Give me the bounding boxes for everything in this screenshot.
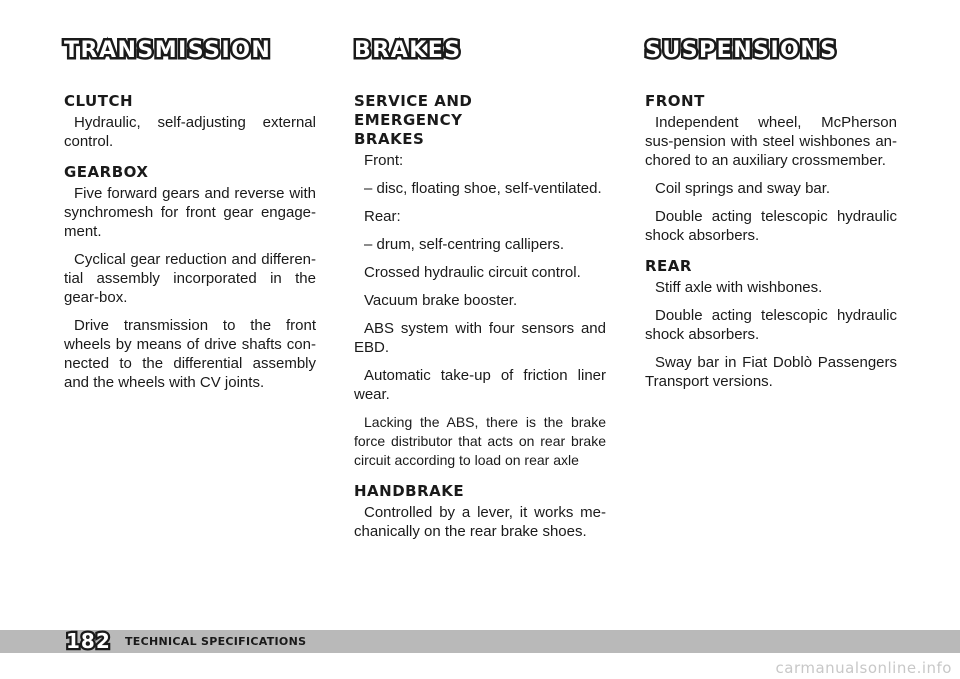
paragraph: Front:	[364, 152, 404, 169]
column-title-graphic	[645, 36, 897, 64]
footer-section-label: TECHNICAL SPECIFICATIONS	[125, 635, 307, 648]
column-title	[645, 36, 897, 64]
column-title-text: BRAKES	[354, 38, 462, 63]
page-number-graphic	[66, 629, 122, 653]
watermark: carmanualsonline.info	[775, 659, 952, 677]
paragraph: Drive transmission to the front wheels by means of drive shafts con-nected to the differential assembly and the wheels with CV joints.	[64, 317, 316, 391]
subsection-heading: SERVICE AND EMERGENCY BRAKES	[354, 92, 473, 148]
column-suspensions	[645, 36, 897, 400]
section-gearbox	[64, 163, 316, 392]
paragraph: Double acting telescopic hydraulic shock absorbers.	[645, 307, 897, 343]
section-clutch	[64, 92, 316, 151]
column-title-text: TRANSMISSION	[64, 38, 272, 63]
section-rear	[645, 257, 897, 391]
paragraph: – drum, self-centring callipers.	[364, 236, 565, 253]
section-handbrake	[354, 482, 606, 541]
paragraph: Cyclical gear reduction and differen-tial assembly incorporated in the gear-box.	[64, 251, 316, 306]
subsection-heading: CLUTCH	[64, 92, 134, 110]
page-number	[66, 629, 122, 653]
paragraph: Controlled by a lever, it works me-chanically on the rear brake shoes.	[354, 504, 606, 540]
paragraph: Five forward gears and reverse with synchromesh for front gear engage-ment.	[64, 185, 316, 240]
paragraph: Rear:	[364, 208, 401, 225]
paragraph: Independent wheel, McPherson sus-pension with steel wishbones an-chored to an auxiliary crossmember.	[645, 114, 897, 169]
paragraph: Sway bar in Fiat Doblò Passengers Transport versions.	[645, 354, 897, 390]
paragraph: Lacking the ABS, there is the brake force distributor that acts on rear brake circuit according to load on rear axle	[354, 414, 606, 468]
paragraph: Crossed hydraulic circuit control.	[364, 264, 581, 281]
paragraph: – disc, floating shoe, self-ventilated.	[364, 180, 602, 197]
paragraph: Hydraulic, self-adjusting external control.	[64, 114, 316, 150]
subsection-heading: FRONT	[645, 92, 705, 110]
page-number-text: 182	[66, 629, 111, 653]
column-transmission	[64, 36, 316, 401]
section-service-brakes	[354, 92, 606, 470]
paragraph: Coil springs and sway bar.	[655, 180, 831, 197]
paragraph: Vacuum brake booster.	[364, 292, 518, 309]
column-title-graphic	[354, 36, 606, 64]
paragraph: Automatic take-up of friction liner wear.	[354, 367, 606, 403]
column-title-text: SUSPENSIONS	[645, 38, 838, 63]
column-brakes	[354, 36, 606, 550]
paragraph: Stiff axle with wishbones.	[655, 279, 823, 296]
subsection-heading: GEARBOX	[64, 163, 149, 181]
column-title	[354, 36, 606, 64]
column-title	[64, 36, 316, 64]
column-title-graphic	[64, 36, 316, 64]
section-front	[645, 92, 897, 245]
paragraph: ABS system with four sensors and EBD.	[354, 320, 606, 356]
paragraph: Double acting telescopic hydraulic shock absorbers.	[645, 208, 897, 244]
subsection-heading: REAR	[645, 257, 692, 275]
subsection-heading: HANDBRAKE	[354, 482, 465, 500]
